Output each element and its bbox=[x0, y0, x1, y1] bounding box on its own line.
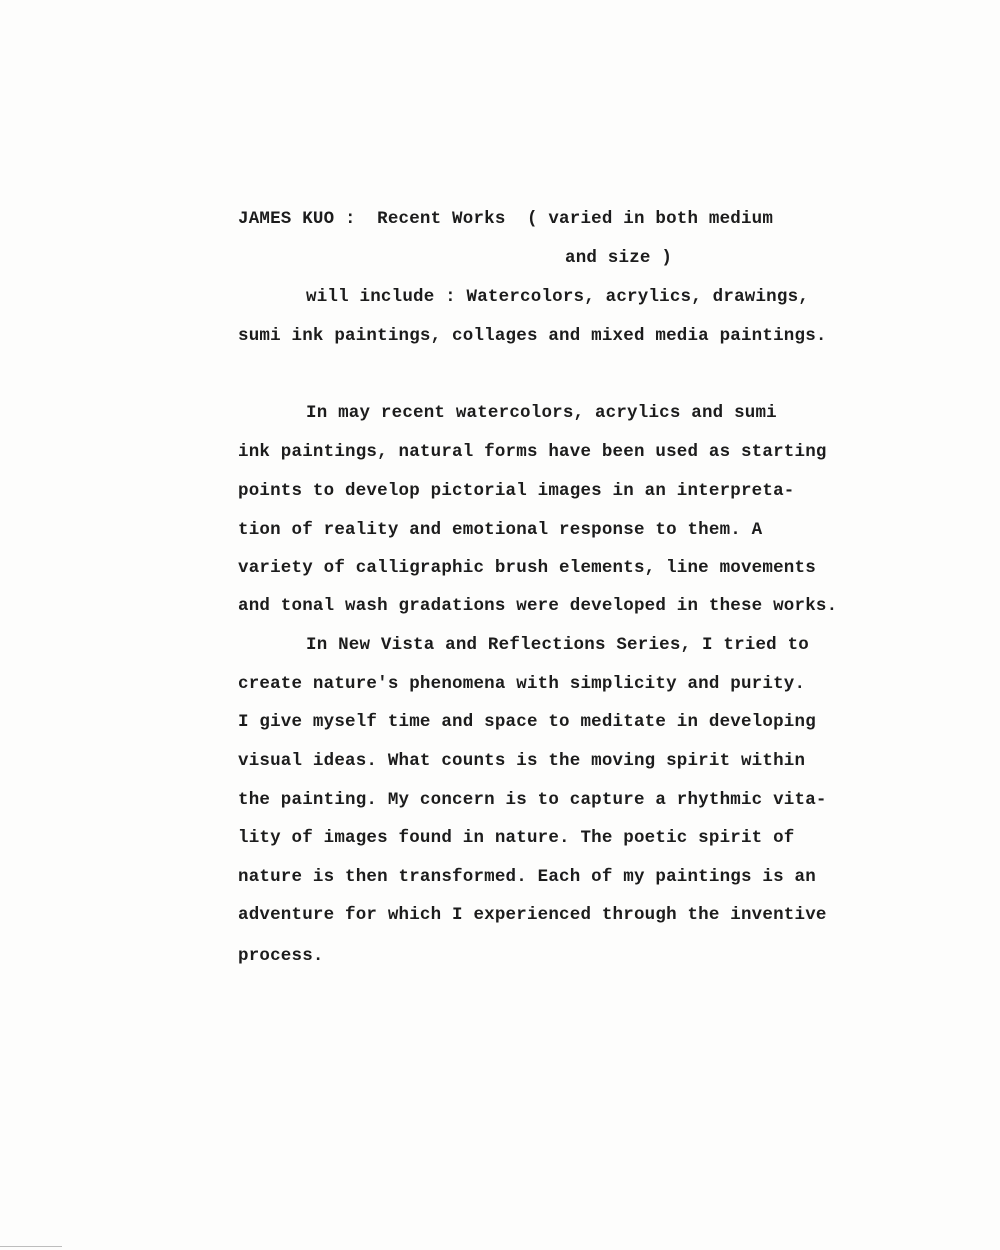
header-line: JAMES KUO : Recent Works ( varied in both medium bbox=[238, 209, 774, 229]
paragraph-line: I give myself time and space to meditate in developing bbox=[238, 712, 816, 732]
paragraph-line: ink paintings, natural forms have been used as starting bbox=[238, 442, 827, 462]
include-line: sumi ink paintings, collages and mixed media paintings. bbox=[238, 326, 827, 346]
paragraph-line: adventure for which I experienced through the inventive bbox=[238, 905, 827, 925]
header-line-continuation: and size ) bbox=[565, 248, 673, 268]
paragraph-line: variety of calligraphic brush elements, line movements bbox=[238, 558, 816, 578]
paragraph-line: process. bbox=[238, 946, 324, 966]
paragraph-line: nature is then transformed. Each of my paintings is an bbox=[238, 867, 816, 887]
paragraph-line: create nature's phenomena with simplicity and purity. bbox=[238, 674, 806, 694]
paragraph-line: tion of reality and emotional response to them. A bbox=[238, 520, 763, 540]
paragraph-line: points to develop pictorial images in an interpreta- bbox=[238, 481, 795, 501]
paragraph-line: lity of images found in nature. The poetic spirit of bbox=[238, 828, 795, 848]
paragraph-line: In may recent watercolors, acrylics and sumi bbox=[306, 403, 777, 423]
paragraph-line: visual ideas. What counts is the moving spirit within bbox=[238, 751, 806, 771]
include-line: will include : Watercolors, acrylics, drawings, bbox=[306, 287, 809, 307]
scan-edge-mark bbox=[0, 1246, 62, 1247]
paragraph-line: and tonal wash gradations were developed in these works. bbox=[238, 596, 838, 616]
paragraph-line: the painting. My concern is to capture a rhythmic vita- bbox=[238, 790, 827, 810]
paragraph-line: In New Vista and Reflections Series, I tried to bbox=[306, 635, 809, 655]
